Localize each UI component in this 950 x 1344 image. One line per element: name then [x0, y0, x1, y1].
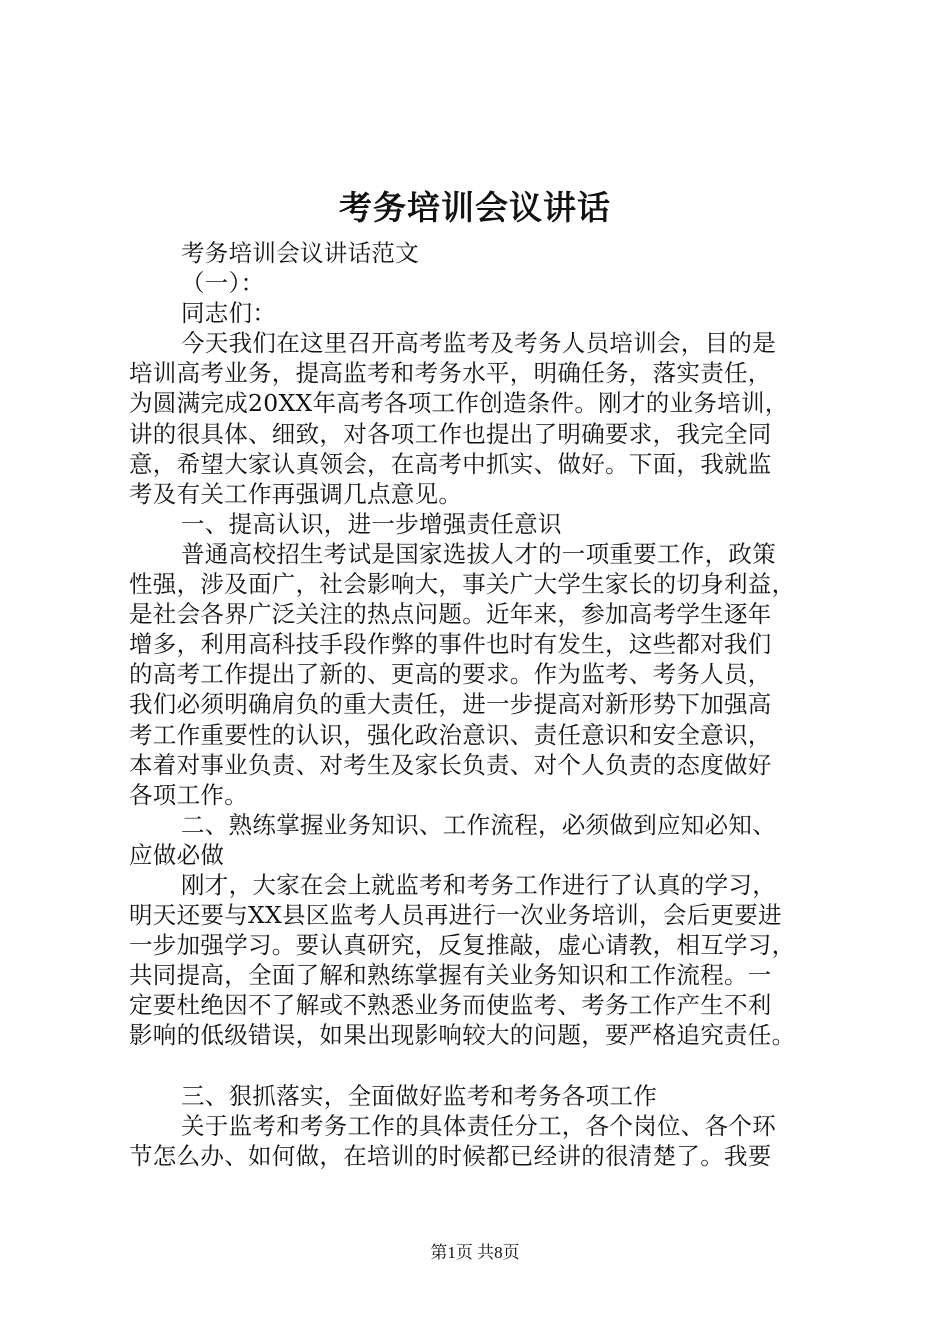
- section-marker: （一）：: [181, 269, 265, 298]
- section-heading: 二、熟练掌握业务知识、工作流程，必须做到应知必知、: [181, 810, 776, 839]
- paragraph-line: 的高考工作提出了新的、更高的要求。作为监考、考务人员，: [129, 660, 772, 689]
- paragraph-line: 关于监考和考务工作的具体责任分工，各个岗位、各个环: [181, 1111, 776, 1140]
- section-heading: 一、提高认识，进一步增强责任意识: [181, 509, 562, 538]
- paragraph-line: 普通高校招生考试是国家选拔人才的一项重要工作，政策: [181, 539, 776, 568]
- paragraph-line: 性强，涉及面广，社会影响大，事关广大学生家长的切身利益，: [129, 570, 796, 599]
- paragraph-line: 刚才，大家在会上就监考和考务工作进行了认真的学习，: [181, 870, 776, 899]
- paragraph-line: 各项工作。: [129, 780, 248, 809]
- paragraph-line: 增多，利用高科技手段作弊的事件也时有发生，这些都对我们: [129, 630, 772, 659]
- paragraph-line: 本着对事业负责、对考生及家长负责、对个人负责的态度做好: [129, 750, 772, 779]
- section-heading-continued: 应做必做: [129, 840, 225, 869]
- paragraph-line: 考工作重要性的认识，强化政治意识、责任意识和安全意识，: [129, 720, 772, 749]
- paragraph-line: 意，希望大家认真领会，在高考中抓实、做好。下面，我就监: [129, 449, 772, 478]
- page-number-footer: 第1页 共8页: [430, 1243, 520, 1262]
- paragraph-line: 明天还要与XX县区监考人员再进行一次业务培训，会后更要进: [129, 901, 782, 930]
- paragraph-line: 为圆满完成20XX年高考各项工作创造条件。刚才的业务培训，: [129, 389, 789, 418]
- paragraph-gap: [129, 1051, 849, 1081]
- paragraph-line: 讲的很具体、细致，对各项工作也提出了明确要求，我完全同: [129, 419, 772, 448]
- paragraph-line: 一步加强学习。要认真研究，反复推敲，虚心请教，相互学习，: [129, 931, 796, 960]
- salutation: 同志们：: [181, 299, 277, 328]
- document-title: 考务培训会议讲话: [339, 188, 611, 227]
- paragraph-line: 节怎么办、如何做，在培训的时候都已经讲的很清楚了。我要: [129, 1141, 772, 1170]
- paragraph-line: 定要杜绝因不了解或不熟悉业务而使监考、考务工作产生不利: [129, 991, 772, 1020]
- subtitle-line: 考务培训会议讲话范文: [181, 239, 419, 267]
- document-body: [129, 238, 849, 1171]
- section-heading: 三、狠抓落实，全面做好监考和考务各项工作: [181, 1081, 657, 1110]
- paragraph-line: 考及有关工作再强调几点意见。: [129, 479, 463, 508]
- paragraph-line: 今天我们在这里召开高考监考及考务人员培训会，目的是: [181, 329, 776, 358]
- paragraph-line: 培训高考业务，提高监考和考务水平，明确任务，落实责任，: [129, 359, 772, 388]
- paragraph-line: 是社会各界广泛关注的热点问题。近年来，参加高考学生逐年: [129, 600, 772, 629]
- paragraph-line: 共同提高，全面了解和熟练掌握有关业务知识和工作流程。一: [129, 961, 772, 990]
- paragraph-line: 影响的低级错误，如果出现影响较大的问题，要严格追究责任。: [129, 1021, 796, 1050]
- paragraph-line: 我们必须明确肩负的重大责任，进一步提高对新形势下加强高: [129, 690, 772, 719]
